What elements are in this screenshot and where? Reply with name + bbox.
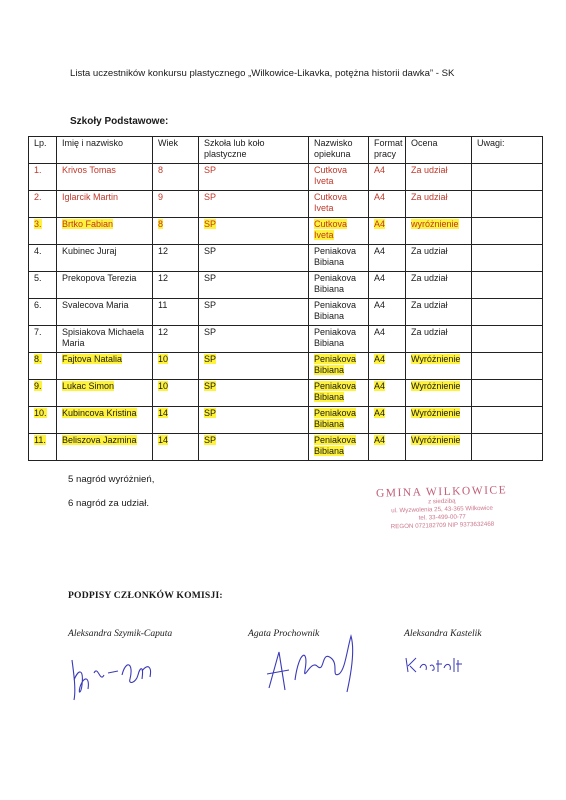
cell-format <box>369 191 406 218</box>
cell-tutor <box>309 434 369 461</box>
cell-school-text: SP <box>204 246 217 256</box>
cell-age-text: 8 <box>158 165 164 175</box>
signature-2 <box>255 630 375 700</box>
stamp-title: GMINA WILKOWICE <box>375 484 508 500</box>
cell-tutor-text: Peniakova Bibiana <box>314 327 357 348</box>
table-row <box>29 434 543 461</box>
cell-notes <box>472 380 543 407</box>
cell-tutor-text: Peniakova Bibiana <box>314 273 357 294</box>
cell-name-text: Iglarcik Martin <box>62 192 119 202</box>
cell-lp-text: 2. <box>34 192 42 202</box>
cell-lp <box>29 407 57 434</box>
cell-name <box>57 272 153 299</box>
cell-format-text: A4 <box>374 354 386 364</box>
header-school: Szkoła lub koło plastyczne <box>199 137 309 164</box>
cell-school-text: SP <box>204 192 217 202</box>
cell-school <box>199 272 309 299</box>
table-row <box>29 353 543 380</box>
cell-name-text: Beliszova Jazmina <box>62 435 137 445</box>
table-row <box>29 245 543 272</box>
cell-name <box>57 353 153 380</box>
cell-lp <box>29 191 57 218</box>
cell-notes <box>472 353 543 380</box>
cell-school <box>199 245 309 272</box>
cell-age <box>153 218 199 245</box>
cell-name-text: Spisiakova Michaela Maria <box>62 327 145 348</box>
cell-grade-text: Za udział <box>411 192 448 202</box>
cell-grade <box>406 299 472 326</box>
document-title: Lista uczestników konkursu plastycznego „Wilkowice-Likavka, potężna historii dawka” - SK <box>70 68 455 79</box>
cell-age-text: 14 <box>158 408 169 418</box>
cell-tutor <box>309 164 369 191</box>
cell-notes <box>472 272 543 299</box>
cell-format <box>369 407 406 434</box>
cell-lp-text: 3. <box>34 219 42 229</box>
cell-name <box>57 326 153 353</box>
cell-lp <box>29 326 57 353</box>
cell-name <box>57 380 153 407</box>
signature-3 <box>402 652 472 682</box>
cell-notes <box>472 299 543 326</box>
cell-age <box>153 272 199 299</box>
cell-format <box>369 272 406 299</box>
member-name: Aleksandra Szymik-Caputa <box>68 628 173 639</box>
cell-lp <box>29 164 57 191</box>
cell-name <box>57 299 153 326</box>
cell-name <box>57 218 153 245</box>
header-format: Format pracy <box>369 137 406 164</box>
cell-school <box>199 326 309 353</box>
cell-grade-text: Wyróżnienie <box>411 435 461 445</box>
table-row <box>29 299 543 326</box>
cell-tutor <box>309 326 369 353</box>
cell-age-text: 14 <box>158 435 169 445</box>
cell-grade <box>406 245 472 272</box>
stamp-line: tel. 33-499-00-77 <box>418 513 466 522</box>
cell-tutor-text: Peniakova Bibiana <box>314 354 357 375</box>
cell-age <box>153 326 199 353</box>
cell-school-text: SP <box>204 300 217 310</box>
cell-age-text: 8 <box>158 219 164 229</box>
cell-school-text: SP <box>204 165 217 175</box>
participants-table <box>28 136 543 461</box>
cell-lp <box>29 272 57 299</box>
cell-format <box>369 299 406 326</box>
cell-grade-text: Za udział <box>411 273 448 283</box>
cell-grade <box>406 380 472 407</box>
cell-format <box>369 164 406 191</box>
section-title: Szkoły Podstawowe: <box>70 116 169 127</box>
cell-age-text: 12 <box>158 273 169 283</box>
cell-lp-text: 7. <box>34 327 42 337</box>
cell-format-text: A4 <box>374 192 386 202</box>
cell-format <box>369 218 406 245</box>
cell-lp <box>29 218 57 245</box>
table-row <box>29 272 543 299</box>
cell-school-text: SP <box>204 273 217 283</box>
cell-lp-text: 1. <box>34 165 42 175</box>
cell-name-text: Svalecova Maria <box>62 300 129 310</box>
cell-tutor-text: Cutkova Iveta <box>314 219 348 240</box>
cell-name-text: Fajtova Natalia <box>62 354 123 364</box>
cell-school <box>199 407 309 434</box>
cell-lp <box>29 380 57 407</box>
cell-school-text: SP <box>204 219 217 229</box>
cell-grade <box>406 218 472 245</box>
cell-grade <box>406 353 472 380</box>
cell-name-text: Krivos Tomas <box>62 165 116 175</box>
cell-grade-text: Za udział <box>411 246 448 256</box>
cell-notes <box>472 245 543 272</box>
cell-format-text: A4 <box>374 165 386 175</box>
cell-age <box>153 353 199 380</box>
table-row <box>29 164 543 191</box>
cell-tutor <box>309 218 369 245</box>
cell-grade-text: Wyróżnienie <box>411 381 461 391</box>
cell-format-text: A4 <box>374 408 386 418</box>
cell-format-text: A4 <box>374 327 386 337</box>
header-age: Wiek <box>153 137 199 164</box>
table-row <box>29 380 543 407</box>
cell-school-text: SP <box>204 435 217 445</box>
cell-grade <box>406 434 472 461</box>
commission-heading: PODPISY CZŁONKÓW KOMISJI: <box>68 590 223 601</box>
cell-name-text: Lukac Simon <box>62 381 115 391</box>
cell-lp-text: 5. <box>34 273 42 283</box>
cell-grade <box>406 164 472 191</box>
cell-school <box>199 380 309 407</box>
stamp-line: z siedzibą <box>427 497 456 506</box>
cell-grade <box>406 191 472 218</box>
cell-name-text: Prekopova Terezia <box>62 273 137 283</box>
header-tutor: Nazwisko opiekuna <box>309 137 369 164</box>
cell-grade <box>406 272 472 299</box>
cell-notes <box>472 326 543 353</box>
header-name: Imię i nazwisko <box>57 137 153 164</box>
table-header-row <box>29 137 543 164</box>
cell-age <box>153 245 199 272</box>
cell-grade-text: Wyróżnienie <box>411 354 461 364</box>
table-row <box>29 218 543 245</box>
signature-1 <box>64 645 174 705</box>
cell-school-text: SP <box>204 327 217 337</box>
cell-tutor-text: Peniakova Bibiana <box>314 300 357 321</box>
cell-format <box>369 245 406 272</box>
cell-grade-text: Za udział <box>411 327 448 337</box>
table-row <box>29 407 543 434</box>
cell-lp-text: 6. <box>34 300 42 310</box>
office-stamp <box>361 484 522 532</box>
cell-notes <box>472 191 543 218</box>
cell-age-text: 10 <box>158 381 169 391</box>
cell-name <box>57 191 153 218</box>
member-name: Agata Prochownik <box>248 628 320 639</box>
cell-lp <box>29 245 57 272</box>
cell-tutor <box>309 245 369 272</box>
cell-name-text: Kubincova Kristina <box>62 408 137 418</box>
cell-lp-text: 11. <box>34 435 46 445</box>
cell-format-text: A4 <box>374 219 386 229</box>
table-row <box>29 326 543 353</box>
cell-lp <box>29 434 57 461</box>
header-grade: Ocena <box>406 137 472 164</box>
cell-notes <box>472 407 543 434</box>
cell-age <box>153 407 199 434</box>
cell-lp-text: 10. <box>34 408 47 418</box>
cell-name-text: Brtko Fabian <box>62 219 114 229</box>
cell-lp-text: 4. <box>34 246 42 256</box>
cell-name <box>57 407 153 434</box>
cell-age-text: 9 <box>158 192 164 202</box>
cell-age <box>153 164 199 191</box>
summary-awards: 5 nagród wyróżnień, <box>68 474 155 485</box>
cell-notes <box>472 434 543 461</box>
cell-lp-text: 8. <box>34 354 42 364</box>
cell-grade-text: Za udział <box>411 300 448 310</box>
cell-age-text: 12 <box>158 327 169 337</box>
cell-tutor <box>309 407 369 434</box>
cell-age-text: 11 <box>158 300 168 310</box>
cell-school <box>199 218 309 245</box>
cell-grade <box>406 326 472 353</box>
cell-notes <box>472 164 543 191</box>
cell-tutor <box>309 272 369 299</box>
cell-grade-text: Wyróżnienie <box>411 408 461 418</box>
cell-age <box>153 299 199 326</box>
cell-tutor <box>309 353 369 380</box>
cell-tutor-text: Peniakova Bibiana <box>314 408 357 429</box>
cell-grade-text: Za udział <box>411 165 448 175</box>
cell-tutor-text: Peniakova Bibiana <box>314 246 357 267</box>
cell-tutor-text: Peniakova Bibiana <box>314 381 357 402</box>
cell-lp <box>29 353 57 380</box>
table-row <box>29 191 543 218</box>
header-notes: Uwagi: <box>472 137 543 164</box>
cell-format <box>369 326 406 353</box>
cell-format-text: A4 <box>374 300 386 310</box>
cell-school <box>199 434 309 461</box>
cell-tutor-text: Cutkova Iveta <box>314 192 348 213</box>
cell-name-text: Kubinec Juraj <box>62 246 117 256</box>
stamp-line: ul. Wyzwolenia 25, 43-365 Wilkowice <box>391 504 493 515</box>
cell-format-text: A4 <box>374 273 386 283</box>
cell-name <box>57 245 153 272</box>
cell-format <box>369 380 406 407</box>
cell-name <box>57 434 153 461</box>
cell-tutor-text: Cutkova Iveta <box>314 165 348 186</box>
cell-tutor <box>309 299 369 326</box>
cell-tutor <box>309 380 369 407</box>
cell-age <box>153 434 199 461</box>
cell-school <box>199 353 309 380</box>
cell-format <box>369 434 406 461</box>
cell-name <box>57 164 153 191</box>
cell-age <box>153 191 199 218</box>
stamp-line: REGON 072182709 NIP 9373632468 <box>390 520 495 531</box>
header-lp: Lp. <box>29 137 57 164</box>
cell-format-text: A4 <box>374 435 386 445</box>
cell-lp-text: 9. <box>34 381 42 391</box>
cell-format-text: A4 <box>374 246 386 256</box>
cell-format <box>369 353 406 380</box>
cell-grade-text: wyróżnienie <box>411 219 459 229</box>
cell-format-text: A4 <box>374 381 386 391</box>
cell-school <box>199 299 309 326</box>
summary-participation: 6 nagród za udział. <box>68 498 150 509</box>
cell-school <box>199 164 309 191</box>
cell-tutor-text: Peniakova Bibiana <box>314 435 357 456</box>
cell-grade <box>406 407 472 434</box>
cell-notes <box>472 218 543 245</box>
cell-tutor <box>309 191 369 218</box>
cell-lp <box>29 299 57 326</box>
cell-age-text: 12 <box>158 246 169 256</box>
cell-school-text: SP <box>204 381 217 391</box>
cell-school <box>199 191 309 218</box>
cell-school-text: SP <box>204 354 217 364</box>
cell-age-text: 10 <box>158 354 169 364</box>
cell-school-text: SP <box>204 408 217 418</box>
cell-age <box>153 380 199 407</box>
member-name: Aleksandra Kastelik <box>404 628 482 639</box>
